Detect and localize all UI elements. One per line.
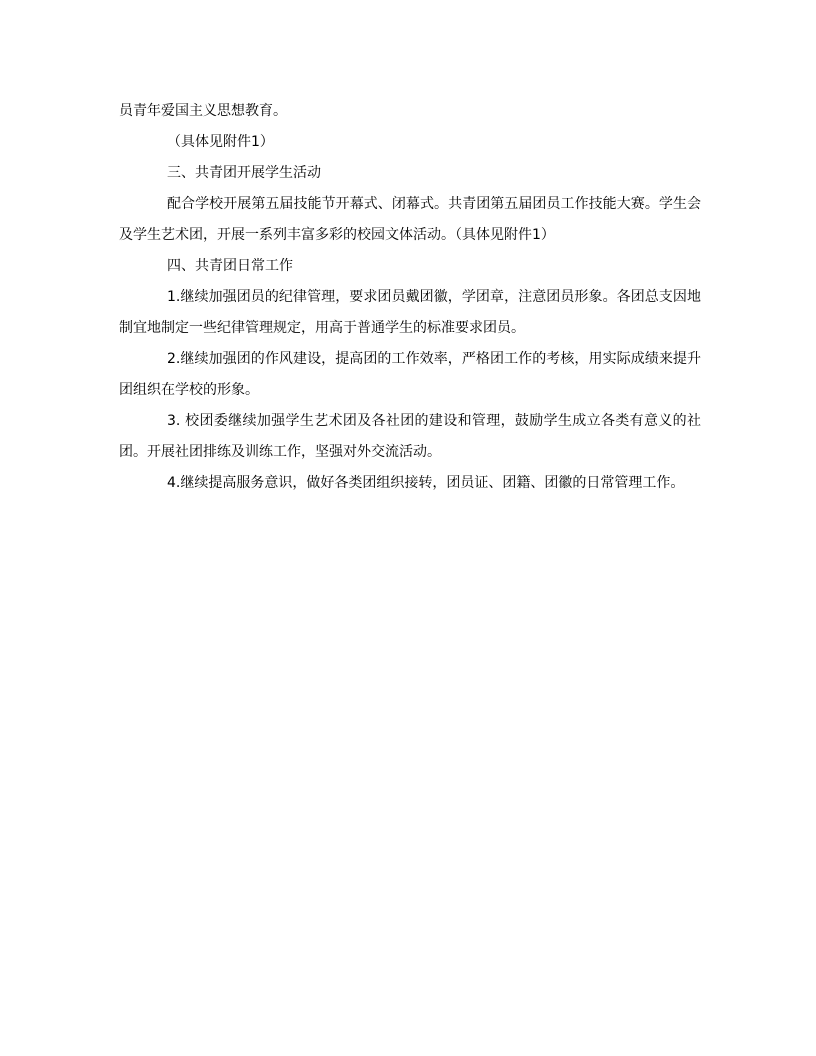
list-item-work-style: 2.继续加强团的作风建设，提高团的工作效率，严格团工作的考核，用实际成绩来提升团组织在学校的形象。 bbox=[119, 351, 701, 398]
list-item-discipline: 1.继续加强团员的纪律管理，要求团员戴团徽，学团章，注意团员形象。各团总支因地制宜地制定一些纪律管理规定，用高于普通学生的标准要求团员。 bbox=[119, 289, 701, 336]
list-item-service: 4.继续提高服务意识，做好各类团组织接转，团员证、团籍、团徽的日常管理工作。 bbox=[167, 475, 685, 491]
section-heading-daily-work: 四、共青团日常工作 bbox=[167, 258, 293, 274]
paragraph-attachment-note: （具体见附件1） bbox=[167, 134, 274, 150]
list-item-clubs: 3. 校团委继续加强学生艺术团及各社团的建设和管理，鼓励学生成立各类有意义的社团。开展社团排练及训练工作，坚强对外交流活动。 bbox=[119, 413, 701, 460]
paragraph-continuation: 员青年爱国主义思想教育。 bbox=[119, 103, 287, 119]
section-heading-student-activities: 三、共青团开展学生活动 bbox=[167, 165, 321, 181]
document-body bbox=[119, 96, 701, 499]
paragraph-student-activities: 配合学校开展第五届技能节开幕式、闭幕式。共青团第五届团员工作技能大赛。学生会及学生艺术团，开展一系列丰富多彩的校园文体活动。（具体见附件1） bbox=[119, 196, 701, 243]
